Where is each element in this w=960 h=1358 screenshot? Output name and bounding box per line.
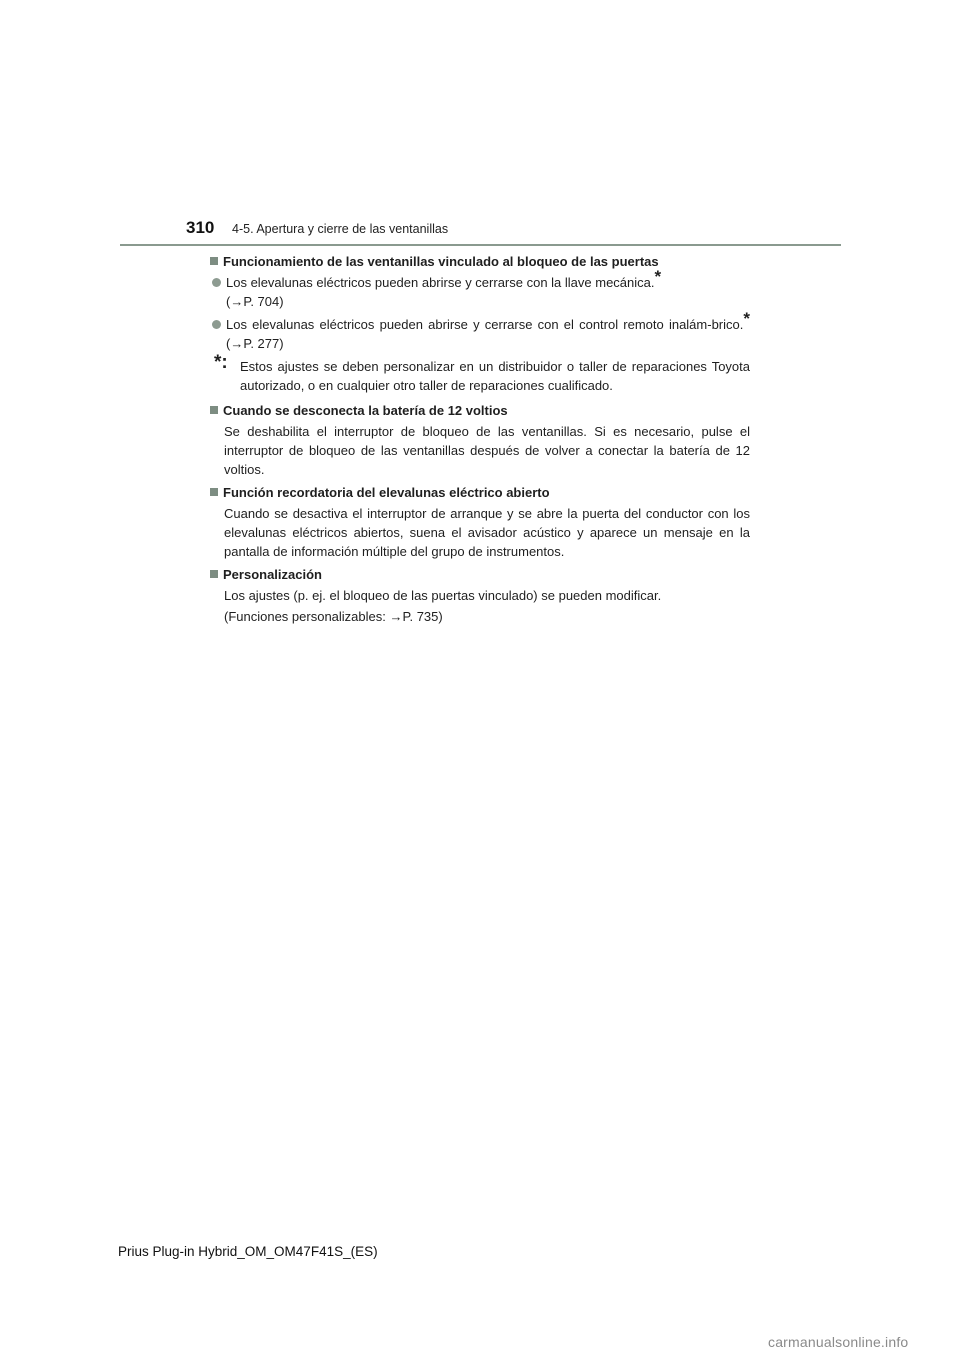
heading-text: Cuando se desconecta la batería de 12 voltios: [223, 403, 508, 418]
bullet-text: Los elevalunas eléctricos pueden abrirse y cerrarse con el control remoto inalám-brico.: [226, 317, 744, 332]
heading-text: Funcionamiento de las ventanillas vinculado al bloqueo de las puertas: [223, 254, 659, 269]
square-bullet-icon: [210, 406, 218, 414]
header-rule: [120, 244, 841, 246]
square-bullet-icon: [210, 488, 218, 496]
document-footer: Prius Plug-in Hybrid_OM_OM47F41S_(ES): [118, 1244, 378, 1259]
page-content: [210, 252, 750, 630]
circle-bullet-icon: [212, 278, 221, 287]
heading-text: Función recordatoria del elevalunas eléctrico abierto: [223, 485, 550, 500]
section-open-window-reminder: [210, 483, 750, 561]
site-watermark: carmanualsonline.info: [768, 1334, 909, 1350]
footnote: [210, 352, 750, 395]
section-heading: [210, 483, 750, 502]
list-item: [210, 309, 750, 353]
section-battery-disconnect: [210, 401, 750, 479]
square-bullet-icon: [210, 570, 218, 578]
section-heading: [210, 401, 750, 420]
section-heading: [210, 565, 750, 584]
body-text: Cuando se desactiva el interruptor de arranque y se abre la puerta del conductor con los elevalunas eléctricos abiertos, suena el avisador acústico y aparece un mensaje en la pantalla de información múltiple del grupo de instrumentos.: [224, 506, 750, 559]
list-item: [210, 267, 750, 311]
square-bullet-icon: [210, 257, 218, 265]
section-window-lock-link: [210, 252, 750, 395]
page-number: 310: [186, 218, 215, 237]
circle-bullet-icon: [212, 320, 221, 329]
asterisk-mark: *: [743, 309, 750, 328]
body-text-reference: (Funciones personalizables: →P. 735): [224, 609, 443, 624]
bullet-text: Los elevalunas eléctricos pueden abrirse y cerrarse con la llave mecánica.: [226, 275, 655, 290]
body-text: Los ajustes (p. ej. el bloqueo de las puertas vinculado) se pueden modificar.: [224, 588, 662, 603]
section-heading: [210, 252, 750, 271]
page-reference: (→P. 704): [226, 294, 284, 309]
footnote-mark: *:: [214, 352, 228, 373]
heading-text: Personalización: [223, 567, 322, 582]
asterisk-mark: *: [654, 267, 662, 286]
running-header: 4-5. Apertura y cierre de las ventanillas: [232, 222, 449, 236]
body-text: Se deshabilita el interruptor de bloqueo de las ventanillas. Si es necesario, pulse el interruptor de bloqueo de las ventanillas después de volver a conectar la batería de 12 voltios.: [224, 424, 750, 477]
page-reference: (→P. 277): [226, 336, 284, 351]
section-customization: [210, 565, 750, 626]
footnote-text: Estos ajustes se deben personalizar en un distribuidor o taller de reparaciones Toyota autorizado, o en cualquier otro taller de reparaciones cualificado.: [240, 359, 750, 393]
